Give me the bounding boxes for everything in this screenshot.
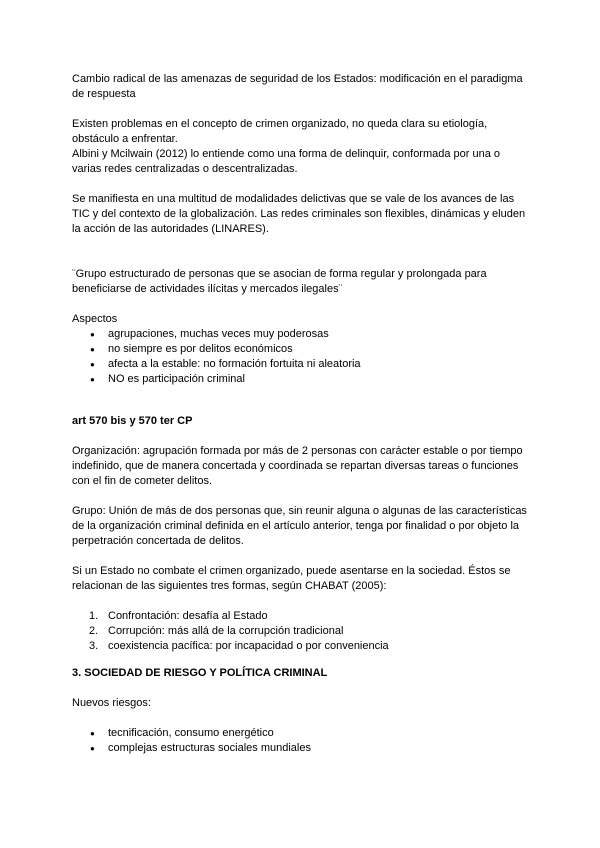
paragraph-problems: Existen problemas en el concepto de crimen organizado, no queda clara su etiología, obstáculo a enfrentar.: [72, 118, 488, 145]
heading-articles: art 570 bis y 570 ter CP: [72, 415, 193, 427]
aspects-title: Aspectos: [72, 313, 118, 325]
list-item: 3. coexistencia pacífica: por incapacidad o por conveniencia: [89, 640, 389, 652]
list-item: ● afecta a la estable: no formación fortuita ni aleatoria: [72, 357, 528, 372]
heading-section-3: 3. SOCIEDAD DE RIESGO Y POLÍTICA CRIMINAL: [72, 667, 328, 679]
list-item: ● agrupaciones, muchas veces muy poderosas: [72, 327, 528, 342]
paragraph-grupo: Grupo: Unión de más de dos personas que, sin reunir alguna o algunas de las características de la organización criminal definida en el artículo anterior, tenga por finalidad o por objeto la perpetración concertada de delitos.: [72, 505, 527, 547]
quote-definition: ¨Grupo estructurado de personas que se asocian de forma regular y prolongada para beneficiarse de actividades ilícitas y mercados ilegales¨: [72, 268, 487, 295]
list-item: 1. Confrontación: desafía al Estado: [89, 610, 268, 622]
list-item: 2. Corrupción: más allá de la corrupción tradicional: [89, 625, 344, 637]
paragraph-organizacion: Organización: agrupación formada por más de 2 personas con carácter estable o por tiempo indefinido, que de manera concertada y coordinada se repartan diversas tareas o funciones con el fin de cometer delitos.: [72, 445, 523, 487]
paragraph-albini: Albini y Mcilwain (2012) lo entiende como una forma de delinquir, conformada por una o varias redes centralizadas o descentralizadas.: [72, 148, 501, 175]
list-item: ● complejas estructuras sociales mundiales: [72, 741, 528, 756]
forms-list: [72, 609, 528, 654]
list-item: ● tecnificación, consumo energético: [72, 726, 528, 741]
list-item: ● NO es participación criminal: [72, 372, 528, 387]
paragraph-estado: Si un Estado no combate el crimen organizado, puede asentarse en la sociedad. Éstos se relacionan de las siguientes tres formas, según CHABAT (2005):: [72, 565, 511, 592]
paragraph-paradigm: Cambio radical de las amenazas de seguridad de los Estados: modificación en el paradigma de respuesta: [72, 73, 523, 100]
new-risks-list: [72, 726, 528, 756]
paragraph-modalities: Se manifiesta en una multitud de modalidades delictivas que se vale de los avances de las TIC y del contexto de la globalización. Las redes criminales son flexibles, dinámicas y eluden la acción de las autoridades (LINARES).: [72, 193, 526, 235]
new-risks-title: Nuevos riesgos:: [72, 697, 151, 709]
aspects-list: [72, 327, 528, 387]
list-item: ● no siempre es por delitos económicos: [72, 342, 528, 357]
